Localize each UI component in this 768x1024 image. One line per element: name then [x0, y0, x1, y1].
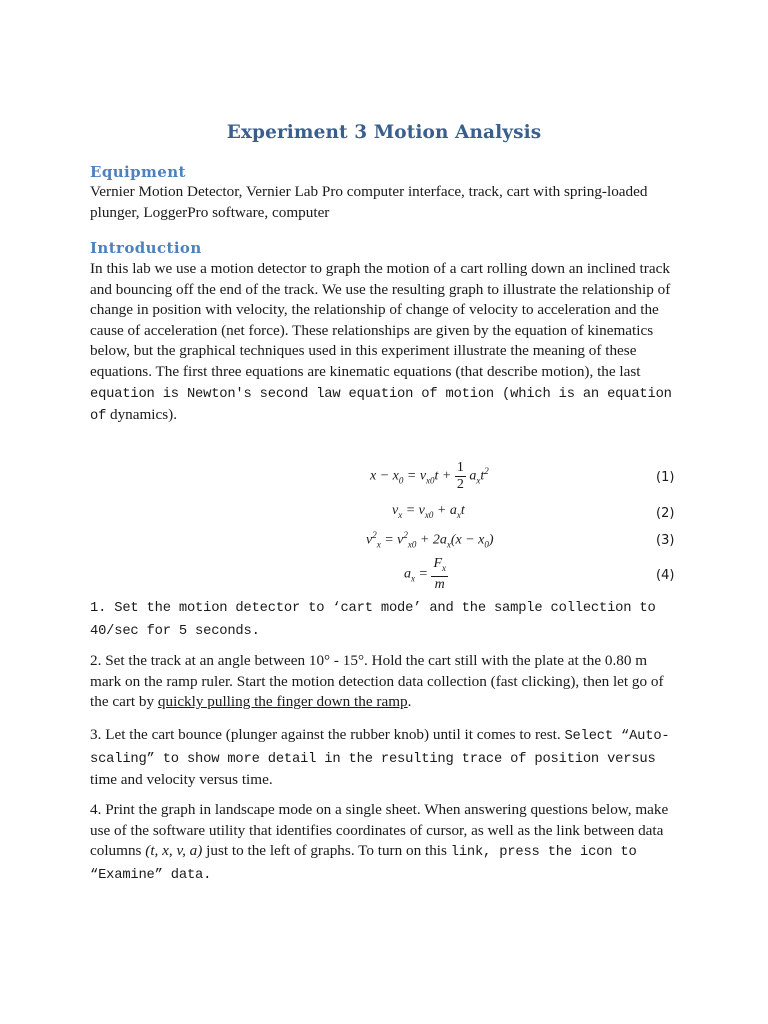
introduction-heading: Introduction	[90, 239, 202, 257]
introduction-text-part1: In this lab we use a motion detector to graph the motion of a cart rolling down an inclined track and bouncing off the end of the track. We use the resulting graph to illustrate the relationship of change in position with velocity, the relationship of change of velocity to acceleration and the cause of acceleration (net force). These relationships are given by the equation of kinematics below, but the graphical techniques used in this experiment illustrate the meaning of these equations. The first three equations are kinematic equations (that describe motion), the last	[90, 260, 671, 380]
introduction-text-part3: dynamics).	[109, 406, 178, 424]
equation-3-number: (3)	[656, 533, 675, 548]
step-3	[90, 725, 680, 791]
step-2	[90, 651, 680, 713]
equipment-heading: Equipment	[90, 163, 186, 181]
equation-2-number: (2)	[656, 506, 675, 521]
equation-4-number: (4)	[656, 568, 675, 583]
step-3-text-part1: 3. Let the cart bounce (plunger against the rubber knob) until it comes to rest.	[90, 726, 561, 743]
step-4-text-part2: just to the left of graphs. To turn on this	[202, 842, 447, 860]
equation-1: $x - x_0 = v_{x0}t$ + $\frac{1}{2}$ $a_xt^2$	[370, 460, 489, 492]
page-title: Experiment 3 Motion Analysis	[226, 122, 542, 143]
step-3-text-part2: Select “Auto-scaling” to show more detail in the resulting trace of position versus	[90, 729, 670, 767]
introduction-text-part2: equation is Newton's second law equation of motion (which is an equation of	[90, 386, 672, 425]
equipment-text: Vernier Motion Detector, Vernier Lab Pro computer interface, track, cart with spring-loaded plunger, LoggerPro software, computer	[90, 183, 648, 221]
equation-4: $a_x$ = $\frac{F_x}{m}$	[404, 556, 447, 592]
equation-2: $v_x = v_{x0} + a_xt$	[392, 503, 465, 520]
step-1-text: 1. Set the motion detector to ‘cart mode’ and the sample collection to 40/sec for 5 seconds.	[90, 601, 656, 639]
step-2-underlined: quickly pulling the finger down the ramp	[157, 693, 408, 711]
step-2-text-end: .	[407, 693, 412, 711]
step-4	[90, 800, 680, 886]
step-1	[90, 597, 680, 642]
step-3-text-part3: time and velocity versus time.	[90, 771, 273, 789]
step-2-text: 2. Set the track at an angle between 10° - 15°. Hold the cart still with the plate at the 0.80 m mark on the ramp ruler. Start the motion detection data collection (fast clicking), then let go of the cart by	[90, 652, 664, 711]
step-4-text-part3: link, press the icon to “Examine” data.	[90, 845, 637, 883]
equation-1-number: (1)	[656, 470, 675, 485]
introduction-text	[90, 259, 680, 428]
equation-3: $v^2_x = v^2_{x0} + 2a_x(x - x_0)$	[366, 530, 494, 550]
step-4-math: (t, x, v, a)	[145, 842, 203, 860]
step-4-text-part1: 4. Print the graph in landscape mode on a single sheet. When answering questions below, make use of the software utility that identifies coordinates of cursor, as well as the link between data columns	[90, 801, 669, 860]
